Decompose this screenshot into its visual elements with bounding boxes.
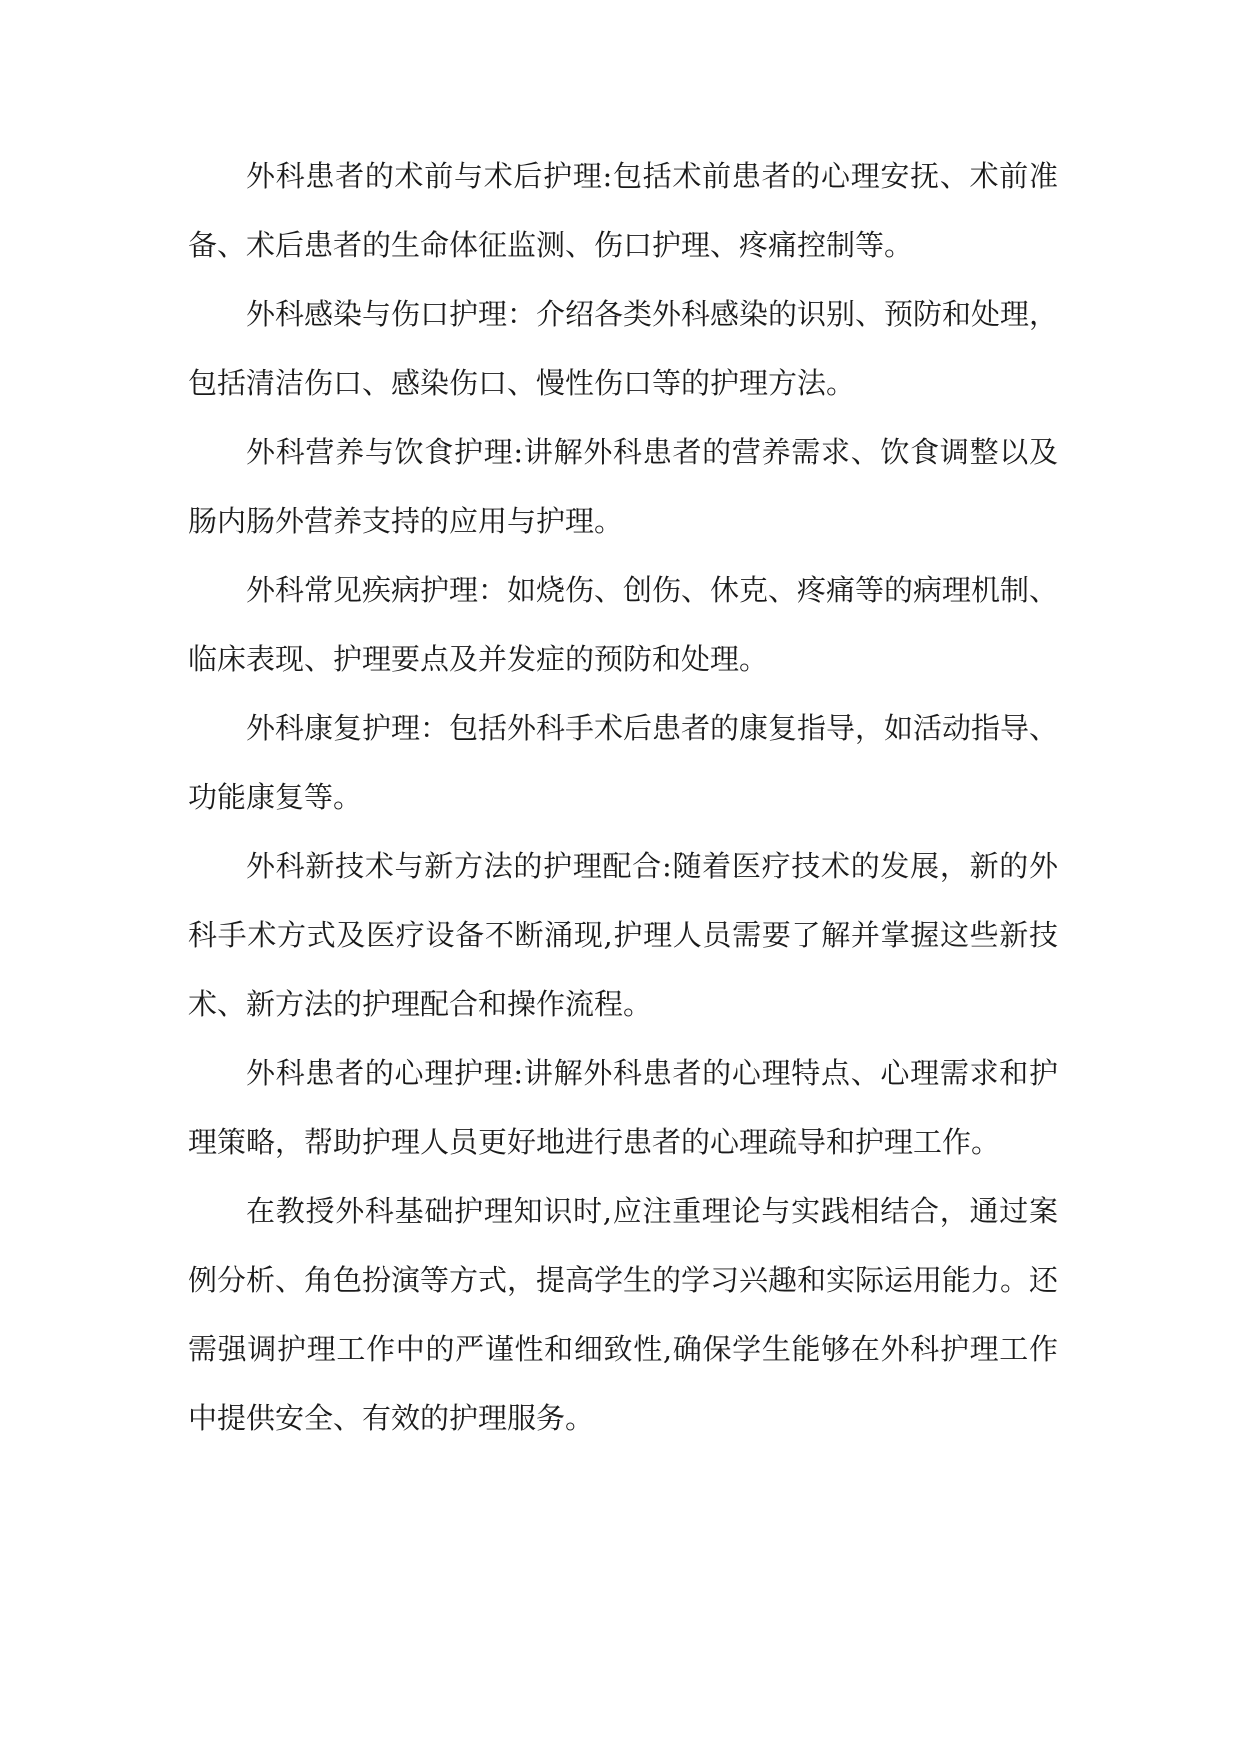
paragraph-preop-postop-care: 外科患者的术前与术后护理:包括术前患者的心理安抚、术前准备、术后患者的生命体征监测、伤口护理、疼痛控制等。 bbox=[188, 159, 1058, 262]
paragraph-rehabilitation-care: 外科康复护理：包括外科手术后患者的康复指导，如活动指导、功能康复等。 bbox=[188, 711, 1059, 814]
paragraph-psychological-care: 外科患者的心理护理:讲解外科患者的心理特点、心理需求和护理策略，帮助护理人员更好地进行患者的心理疏导和护理工作。 bbox=[188, 1056, 1058, 1159]
paragraph-common-disease-care: 外科常见疾病护理：如烧伤、创伤、休克、疼痛等的病理机制、临床表现、护理要点及并发症的预防和处理。 bbox=[188, 573, 1059, 676]
paragraph-new-technology-care: 外科新技术与新方法的护理配合:随着医疗技术的发展，新的外科手术方式及医疗设备不断涌现,护理人员需要了解并掌握这些新技术、新方法的护理配合和操作流程。 bbox=[188, 849, 1058, 1021]
document-body bbox=[188, 142, 1058, 1453]
paragraph-nutrition-diet-care: 外科营养与饮食护理:讲解外科患者的营养需求、饮食调整以及肠内肠外营养支持的应用与护理。 bbox=[188, 435, 1058, 538]
paragraph-teaching-guidance: 在教授外科基础护理知识时,应注重理论与实践相结合，通过案例分析、角色扮演等方式，提高学生的学习兴趣和实际运用能力。还需强调护理工作中的严谨性和细致性,确保学生能够在外科护理工作中提供安全、有效的护理服务。 bbox=[188, 1194, 1059, 1435]
paragraph-infection-wound-care: 外科感染与伤口护理：介绍各类外科感染的识别、预防和处理，包括清洁伤口、感染伤口、慢性伤口等的护理方法。 bbox=[188, 297, 1059, 400]
